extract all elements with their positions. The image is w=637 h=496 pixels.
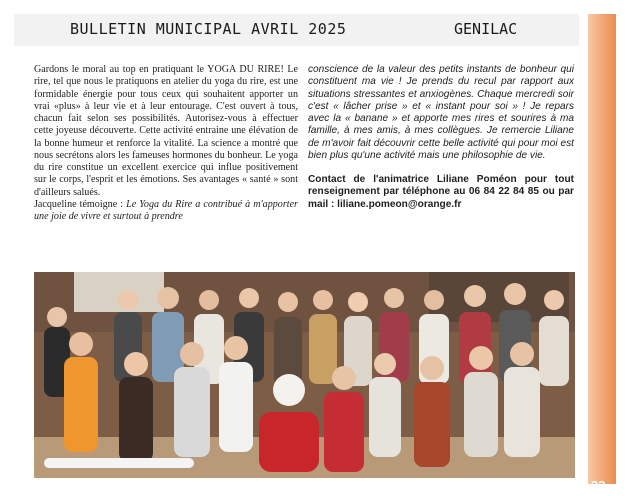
group-photo-illustration (34, 272, 575, 478)
testimony-quote-end: conscience de la valeur des petits instants de bonheur qui constituent ma vie ! Je prends du recul par rapport aux situations stressantes et anxiogènes. Chaque mercredi soir c'est « lâcher prise » et « instant pour soi » ! Je repars avec la « banane » et apporte mes rires et sourires à ma famille, à mes amis, à mes collègues. Je remercie Liliane de m'avoir fait découvrir cette belle activité qui pour moi est bien plus qu'une activité mais une philosophie de vie. (308, 64, 574, 161)
contact-info: Contact de l'animatrice Liliane Poméon pour tout renseignement par téléphone au 06 84 22 84 85 ou par mail : liliane.pomeon@orange.fr (308, 174, 574, 210)
bulletin-title: BULLETIN MUNICIPAL AVRIL 2025 (70, 20, 347, 38)
page-side-stripe (588, 14, 616, 484)
group-photo (34, 272, 575, 478)
bulletin-header (14, 14, 579, 46)
page-number: 33 (591, 478, 606, 493)
article-right-column (308, 64, 574, 211)
testimony-lead: Jacqueline témoigne : (34, 198, 127, 210)
testimony-quote-start: Le Yoga du Rire a contribué à m'apporter une joie de vivre et surtout à prendre (34, 198, 298, 222)
city-name: GENILAC (454, 20, 518, 38)
article-left-column (34, 64, 298, 223)
testimony-start (34, 199, 298, 224)
article-intro: Gardons le moral au top en pratiquant le YOGA DU RIRE! Le rire, tel que nous le pratiquons en atelier du yoga du rire, est une formidable énergie pour tous ceux qui souhaitent apporter un vrai «plus» à leur vie et à leur entourage. C'est ouvert à tous, chacun fait selon ses possibilités. Autorisez-vous à effectuer cette joyeuse découverte. Cette activité entraine une élévation de la bonne humeur et renforce la vitalité. La science a montré que nous secrétons alors les fameuses hormones du bonheur. Le yoga du rire constitue un excellent exercice qui influe positivement sur le corps, l'esprit et les émotions. Ses avantages « santé » sont d'ailleurs salués. (34, 64, 298, 198)
